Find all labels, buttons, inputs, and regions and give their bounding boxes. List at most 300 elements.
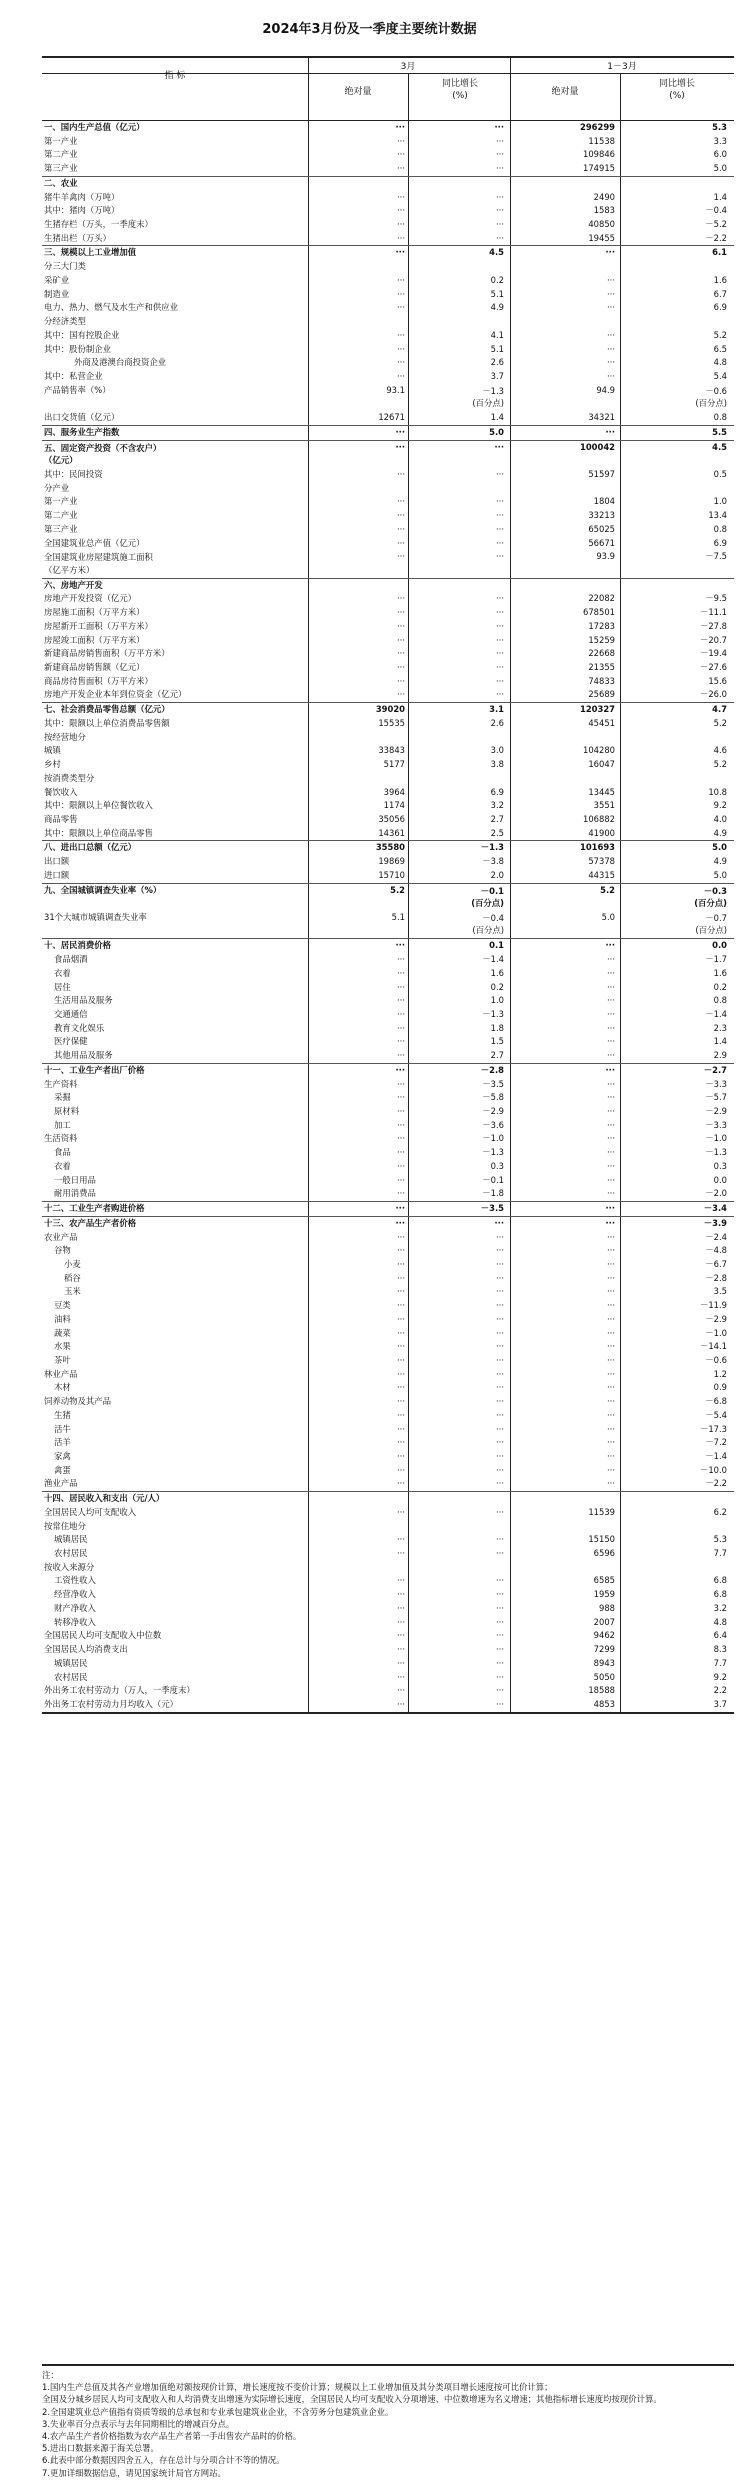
ytd-value: ··· (607, 1119, 615, 1130)
ytd-growth: －1.0 (705, 1327, 727, 1338)
column-divider (308, 246, 309, 260)
column-divider (620, 1244, 621, 1258)
note-line: 全国及分城乡居民人均可支配收入和人均消费支出增速为实际增长速度，全国居民人均可支配收入分项增速、中位数增速为名义增速；其他指标增长速度均按现价计算。 (42, 2394, 662, 2405)
column-divider (510, 343, 511, 357)
month-growth: －1.4 (482, 954, 504, 965)
row-indicator: 四、服务业生产指数 (44, 426, 120, 437)
table-row (42, 1684, 734, 1698)
column-divider (620, 329, 621, 343)
ytd-growth: 3.3 (713, 135, 727, 146)
month-growth: ··· (496, 1506, 504, 1517)
column-divider (408, 1008, 409, 1022)
ytd-value: ··· (607, 995, 615, 1006)
table-row (42, 1231, 734, 1245)
table-row (42, 1035, 734, 1049)
ytd-value: 74833 (588, 675, 615, 686)
column-divider (408, 1574, 409, 1588)
month-value: ··· (395, 1217, 405, 1228)
month-growth: 5.1 (490, 288, 504, 299)
column-divider (408, 148, 409, 162)
column-divider (308, 634, 309, 648)
ytd-growth: 1.6 (713, 967, 727, 978)
ytd-value: 100042 (580, 441, 615, 452)
column-divider (308, 1395, 309, 1409)
month-growth: ··· (494, 441, 504, 452)
column-divider (408, 1698, 409, 1712)
column-divider (408, 370, 409, 384)
column-divider (620, 647, 621, 661)
table-row (42, 772, 734, 786)
column-divider (510, 1035, 511, 1049)
column-divider (620, 981, 621, 995)
column-divider (510, 1299, 511, 1313)
row-indicator: 工资性收入 (54, 1575, 96, 1586)
table-row (42, 1533, 734, 1547)
table-row (42, 981, 734, 995)
month-growth: ··· (496, 648, 504, 659)
column-divider (308, 301, 309, 315)
row-indicator: 其中：猪肉（万吨） (44, 205, 120, 216)
row-indicator: 新建商品房销售额（亿元） (44, 662, 145, 673)
row-indicator: 衣着 (54, 1160, 71, 1171)
ytd-value: 1959 (593, 1589, 615, 1600)
statistics-table (42, 56, 734, 1714)
ytd-value: ··· (607, 1437, 615, 1448)
column-divider (408, 869, 409, 883)
column-divider (408, 1174, 409, 1188)
column-divider (308, 1244, 309, 1258)
column-divider (620, 1368, 621, 1382)
month-growth: ··· (496, 1382, 504, 1393)
column-divider (510, 1409, 511, 1423)
column-divider (408, 1187, 409, 1201)
row-indicator: 十二、工业生产者购进价格 (44, 1203, 145, 1214)
ytd-growth: －7.2 (705, 1437, 727, 1448)
column-divider (308, 329, 309, 343)
ytd-growth: 5.3 (712, 122, 727, 132)
month-growth: －1.3 (482, 1009, 504, 1019)
ytd-growth: 2.3 (713, 1022, 727, 1033)
table-row (42, 1657, 734, 1671)
month-growth: －3.5 (482, 1078, 504, 1089)
column-divider (408, 1684, 409, 1698)
column-divider (510, 315, 511, 329)
table-row (42, 688, 734, 702)
month-value: ··· (397, 1147, 405, 1158)
column-divider (308, 1629, 309, 1643)
column-divider (408, 855, 409, 869)
row-indicator: 第二产业 (44, 510, 78, 521)
table-row (42, 953, 734, 967)
column-divider (620, 426, 621, 440)
ytd-value: 988 (599, 1602, 615, 1613)
column-divider (510, 813, 511, 827)
column-divider (408, 441, 409, 468)
table-row (42, 1299, 734, 1313)
table-row (42, 938, 734, 953)
column-divider (408, 939, 409, 953)
ytd-value: 15259 (588, 634, 615, 645)
column-divider (308, 468, 309, 482)
month-value: ··· (397, 1354, 405, 1365)
table-body (42, 121, 734, 1714)
month-value: ··· (397, 1258, 405, 1269)
column-divider (308, 1561, 309, 1575)
month-value: ··· (397, 1327, 405, 1338)
column-divider (620, 1313, 621, 1327)
month-growth: －5.8 (482, 1092, 504, 1103)
column-divider (510, 1520, 511, 1534)
row-indicator: 交通通信 (54, 1009, 88, 1019)
ytd-growth: 3.5 (713, 1286, 727, 1297)
month-growth: 3.7 (490, 370, 504, 381)
column-divider (408, 315, 409, 329)
month-value: 5.2 (390, 884, 405, 895)
column-divider (308, 441, 309, 468)
month-growth: ··· (496, 135, 504, 146)
ytd-growth: 0.8 (713, 523, 727, 534)
ytd-growth: 7.7 (713, 1657, 727, 1668)
column-divider (308, 1574, 309, 1588)
ytd-growth: －26.0 (699, 689, 727, 700)
column-divider (308, 426, 309, 440)
ytd-growth: －1.0 (705, 1133, 727, 1144)
month-growth: ··· (496, 1272, 504, 1283)
ytd-value: ··· (605, 1203, 615, 1214)
column-divider (510, 537, 511, 551)
column-divider (510, 1588, 511, 1602)
column-divider (308, 1506, 309, 1520)
ytd-value: ··· (607, 954, 615, 965)
column-divider (510, 772, 511, 786)
column-divider (408, 1064, 409, 1078)
row-indicator: 玉米 (64, 1286, 81, 1297)
column-divider (408, 204, 409, 218)
row-indicator: 第二产业 (44, 149, 78, 160)
column-divider (510, 703, 511, 717)
month-value: ··· (397, 1478, 405, 1489)
table-row (42, 717, 734, 731)
row-indicator: 生猪存栏（万头，一季度末） (44, 219, 153, 230)
column-divider (408, 288, 409, 302)
column-divider (308, 1671, 309, 1685)
ytd-growth: 2.9 (713, 1050, 727, 1061)
ytd-value: ··· (607, 1258, 615, 1269)
column-divider (308, 1174, 309, 1188)
ytd-value: ··· (607, 357, 615, 368)
row-indicator: 分经济类型 (44, 316, 86, 327)
ytd-growth: －11.9 (699, 1300, 727, 1311)
row-indicator: 外出务工农村劳动力月均收入（元） (44, 1698, 178, 1709)
column-divider (408, 135, 409, 149)
column-divider (408, 1217, 409, 1231)
column-divider (510, 301, 511, 315)
ytd-value: ··· (607, 1354, 615, 1365)
month-value: ··· (397, 1437, 405, 1448)
column-divider (510, 717, 511, 731)
month-value: ··· (397, 1506, 405, 1517)
row-indicator: 全国建筑业总产值（亿元） (44, 537, 145, 548)
table-row (42, 204, 734, 218)
month-growth: ··· (496, 1671, 504, 1682)
table-row (42, 1368, 734, 1382)
table-row (42, 1491, 734, 1506)
column-divider (308, 786, 309, 800)
column-divider (620, 813, 621, 827)
row-indicator: 茶叶 (54, 1354, 71, 1365)
column-divider (510, 1602, 511, 1616)
ytd-value: ··· (607, 1009, 615, 1019)
ytd-growth: －6.7 (705, 1258, 727, 1269)
ytd-growth: 4.6 (713, 745, 727, 756)
month-value: ··· (395, 1203, 405, 1214)
column-divider (308, 121, 309, 135)
table-row (42, 191, 734, 205)
table-row (42, 482, 734, 496)
column-divider (308, 841, 309, 855)
month-value: 12671 (378, 412, 405, 423)
row-indicator: 生活资料 (44, 1133, 78, 1144)
month-growth: ··· (496, 1341, 504, 1352)
column-divider (308, 647, 309, 661)
ytd-value: 33213 (588, 510, 615, 521)
table-row (42, 606, 734, 620)
column-divider (620, 1354, 621, 1368)
month-growth: 2.7 (490, 813, 504, 824)
month-growth: ··· (496, 593, 504, 604)
table-row (42, 343, 734, 357)
column-divider (308, 1340, 309, 1354)
column-divider (408, 606, 409, 620)
column-divider (620, 1217, 621, 1231)
column-divider (308, 994, 309, 1008)
month-growth: ··· (496, 1698, 504, 1709)
table-row (42, 1450, 734, 1464)
table-row (42, 1216, 734, 1231)
month-growth: ··· (496, 662, 504, 673)
table-row (42, 260, 734, 274)
ytd-growth: 5.0 (713, 163, 727, 174)
month-value: ··· (397, 1657, 405, 1668)
ytd-growth: 5.2 (713, 759, 727, 770)
ytd-growth: 3.2 (713, 1602, 727, 1613)
table-row (42, 1409, 734, 1423)
month-value: 35056 (378, 813, 405, 824)
month-value: ··· (397, 1286, 405, 1297)
ytd-growth: －0.6 (705, 1354, 727, 1365)
column-divider (620, 1602, 621, 1616)
ytd-value: ··· (605, 1217, 615, 1228)
column-divider (308, 661, 309, 675)
column-divider (408, 1520, 409, 1534)
column-divider (408, 841, 409, 855)
column-divider (620, 1657, 621, 1671)
column-divider (510, 1272, 511, 1286)
table-row (42, 744, 734, 758)
month-growth: ··· (496, 1300, 504, 1311)
ytd-value: 21355 (588, 662, 615, 673)
column-divider (308, 606, 309, 620)
ytd-growth: －3.4 (703, 1203, 727, 1214)
column-divider (620, 1160, 621, 1174)
column-divider (408, 191, 409, 205)
column-divider (620, 994, 621, 1008)
month-growth: 4.9 (490, 302, 504, 313)
ytd-value: ··· (607, 1078, 615, 1089)
month-growth: 3.8 (490, 759, 504, 770)
table-row (42, 1201, 734, 1216)
month-value: 5177 (383, 759, 405, 770)
table-row (42, 869, 734, 883)
column-divider (308, 1409, 309, 1423)
month-value: ··· (397, 1092, 405, 1103)
row-indicator: 猪牛羊禽肉（万吨） (44, 191, 120, 202)
month-growth: 3.1 (489, 704, 504, 715)
column-divider (408, 246, 409, 260)
column-divider (308, 827, 309, 841)
row-indicator: 房屋竣工面积（万平方米） (44, 634, 145, 645)
column-divider (510, 953, 511, 967)
column-divider (620, 1520, 621, 1534)
ytd-value: ··· (607, 1022, 615, 1033)
ytd-value: 174915 (583, 163, 615, 174)
column-divider (408, 343, 409, 357)
ytd-value: ··· (607, 1133, 615, 1144)
ytd-growth: 0.0 (713, 1174, 727, 1185)
column-divider (408, 1561, 409, 1575)
column-divider (620, 1616, 621, 1630)
month-value: ··· (397, 1671, 405, 1682)
month-value: ··· (397, 468, 405, 479)
column-divider (510, 1049, 511, 1063)
month-value: ··· (397, 675, 405, 686)
month-value: ··· (397, 288, 405, 299)
table-row (42, 176, 734, 191)
ytd-value: 296299 (580, 122, 615, 132)
month-growth: ··· (496, 510, 504, 521)
month-growth: ··· (496, 607, 504, 618)
row-indicator: 城镇居民 (54, 1657, 88, 1668)
month-growth: 3.0 (490, 745, 504, 756)
ytd-growth: －3.3 (705, 1119, 727, 1130)
ytd-value: 101693 (580, 842, 615, 853)
table-header-row (42, 71, 734, 121)
ytd-value: ··· (605, 1064, 615, 1075)
column-divider (308, 1049, 309, 1063)
month-growth: ··· (496, 1644, 504, 1655)
column-divider (510, 1423, 511, 1437)
column-divider (510, 121, 511, 135)
ytd-value: ··· (607, 1231, 615, 1242)
table-row (42, 440, 734, 468)
ytd-growth: 6.7 (713, 288, 727, 299)
month-value: 93.1 (386, 384, 405, 395)
table-row (42, 550, 734, 577)
table-row (42, 1698, 734, 1712)
month-value: 15535 (378, 717, 405, 728)
column-divider (620, 1035, 621, 1049)
month-value: ··· (397, 1685, 405, 1696)
row-indicator: 十一、工业生产者出厂价格 (44, 1064, 145, 1075)
month-value: ··· (397, 1133, 405, 1144)
month-growth: 1.0 (490, 995, 504, 1006)
table-row (42, 384, 734, 411)
column-divider (308, 384, 309, 411)
column-divider (308, 1684, 309, 1698)
column-divider (308, 731, 309, 745)
ytd-value: ··· (607, 1160, 615, 1171)
month-value: ··· (397, 1300, 405, 1311)
column-divider (620, 537, 621, 551)
month-growth: －2.8 (480, 1064, 504, 1075)
ytd-value: 15150 (588, 1534, 615, 1545)
column-divider (620, 232, 621, 246)
month-growth: 0.3 (490, 1160, 504, 1171)
month-value: ··· (397, 1245, 405, 1256)
column-divider (308, 162, 309, 176)
column-divider (620, 162, 621, 176)
column-divider (308, 1313, 309, 1327)
ytd-value: ··· (607, 370, 615, 381)
month-value: ··· (397, 1009, 405, 1019)
month-value: ··· (395, 426, 405, 437)
month-value: ··· (397, 995, 405, 1006)
column-divider (308, 1217, 309, 1231)
column-divider (620, 869, 621, 883)
column-divider (510, 384, 511, 411)
column-divider (408, 1616, 409, 1630)
month-growth: ··· (496, 163, 504, 174)
month-growth: ··· (496, 1437, 504, 1448)
column-divider (620, 343, 621, 357)
month-value: ··· (397, 1106, 405, 1117)
column-divider (620, 1340, 621, 1354)
ytd-growth: －0.4 (705, 205, 727, 216)
table-row (42, 1395, 734, 1409)
column-divider (620, 1450, 621, 1464)
month-growth: ··· (496, 1657, 504, 1668)
table-row (42, 411, 734, 425)
month-growth: ··· (496, 634, 504, 645)
month-value: ··· (397, 219, 405, 230)
ytd-growth: －1.4 (705, 1009, 727, 1019)
column-divider (620, 1174, 621, 1188)
column-divider (510, 731, 511, 745)
column-divider (408, 1285, 409, 1299)
header-divider (510, 58, 511, 73)
ytd-value: 18588 (588, 1685, 615, 1696)
column-divider (308, 1132, 309, 1146)
ytd-growth: －2.8 (705, 1272, 727, 1283)
column-divider (510, 744, 511, 758)
month-growth: 2.6 (490, 357, 504, 368)
ytd-growth: 4.5 (712, 441, 727, 452)
month-growth: 1.8 (490, 1022, 504, 1033)
column-divider (308, 799, 309, 813)
column-divider (408, 579, 409, 593)
column-divider (620, 1561, 621, 1575)
column-divider (620, 288, 621, 302)
column-divider (408, 744, 409, 758)
column-divider (510, 550, 511, 577)
ytd-value: 45451 (588, 717, 615, 728)
ytd-growth: －27.8 (699, 620, 727, 631)
column-divider (510, 1313, 511, 1327)
column-divider (408, 1258, 409, 1272)
table-row (42, 121, 734, 135)
ytd-value: ··· (607, 1174, 615, 1185)
column-divider (510, 246, 511, 260)
